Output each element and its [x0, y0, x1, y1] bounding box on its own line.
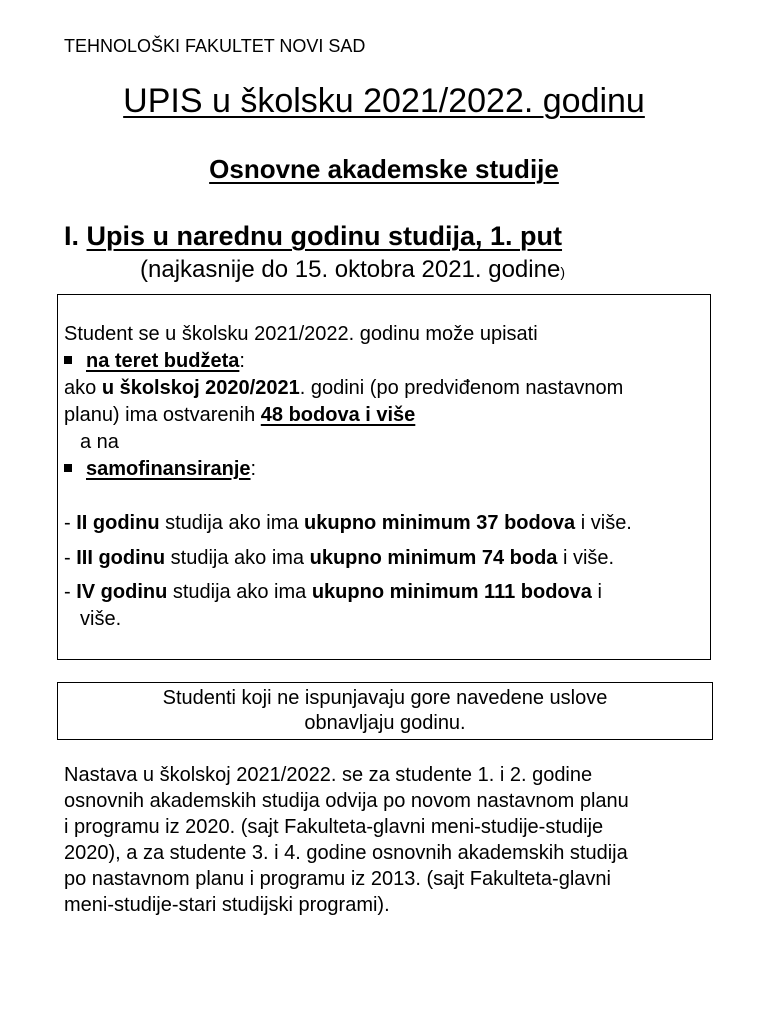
budget-item: [64, 348, 245, 375]
rule-end: i više.: [557, 547, 615, 569]
rule-end: i više.: [575, 512, 632, 534]
paragraph-line: meni-studije-stari studijski programi).: [64, 894, 390, 916]
self-financing-colon: :: [250, 458, 257, 480]
paragraph-line: Nastava u školskoj 2021/2022. se za studente 1. i 2. godine: [64, 764, 593, 786]
rule-minimum: ukupno minimum 74 boda: [309, 547, 558, 569]
conditions-intro: Student se u školsku 2021/2022. godinu može upisati: [64, 323, 538, 345]
paragraph-line: osnovnih akademskih studija odvija po novom nastavnom planu: [64, 790, 629, 812]
self-financing-label: samofinansiranje: [86, 458, 251, 480]
notice-line-2: obnavljaju godinu.: [304, 712, 466, 734]
cond-year: u školskoj 2020/2021: [101, 377, 300, 399]
budget-colon: :: [239, 350, 245, 372]
rule-end: i: [591, 581, 602, 603]
page-subtitle: [0, 154, 768, 185]
self-financing-item: [64, 456, 256, 483]
rule-mid: studija ako ima: [167, 581, 312, 603]
deadline-note: [140, 256, 565, 284]
rule-prefix: -: [64, 547, 77, 569]
notice-box: [57, 682, 713, 740]
rule-year-4-continued: više.: [80, 608, 122, 630]
rule-year-2: [64, 510, 632, 537]
rule-year-4: [64, 579, 602, 606]
rule-year: III godinu: [76, 547, 166, 569]
budget-condition-line1: [64, 375, 623, 402]
cond-text-b: . godini (po predviđenom nastavnom: [299, 377, 624, 399]
rule-year: II godinu: [76, 512, 160, 534]
paragraph-line: po nastavnom planu i programu iz 2013. (sajt Fakulteta-glavni: [64, 868, 611, 890]
section-number: I.: [64, 221, 80, 251]
budget-condition-line2: [64, 402, 415, 429]
section-heading: [64, 221, 562, 252]
paragraph-line: i programu iz 2020. (sajt Fakulteta-glavni meni-studije-studije: [64, 816, 604, 838]
bullet-icon: [64, 464, 72, 472]
budget-label: na teret budžeta: [86, 350, 240, 372]
section-heading-text: Upis u narednu godinu studija, 1. put: [86, 221, 563, 251]
page-title: [0, 82, 768, 121]
deadline-close: ): [560, 264, 565, 280]
deadline-text: (najkasnije do 15. oktobra 2021. godine: [140, 256, 561, 283]
rule-mid: studija ako ima: [159, 512, 305, 534]
cond-text-c: planu) ima ostvarenih: [64, 404, 261, 426]
page-subtitle-text: Osnovne akademske studije: [209, 154, 559, 184]
rule-year-3: [64, 545, 614, 572]
paragraph-line: 2020), a za studente 3. i 4. godine osnovnih akademskih studija: [64, 842, 628, 864]
rule-minimum: ukupno minimum 111 bodova: [311, 581, 592, 603]
page-title-text: UPIS u školsku 2021/2022. godinu: [123, 82, 645, 120]
rule-prefix: -: [64, 512, 77, 534]
cond-points: 48 bodova i više: [260, 404, 416, 426]
bullet-icon: [64, 356, 72, 364]
rule-minimum: ukupno minimum 37 bodova: [304, 512, 576, 534]
cond-text-a: ako: [64, 377, 102, 399]
institution-name: TEHNOLOŠKI FAKULTET NOVI SAD: [64, 36, 366, 56]
rule-prefix: -: [64, 581, 77, 603]
notice-line-1: Studenti koji ne ispunjavaju gore navedene uslove: [162, 687, 608, 709]
and-on-text: a na: [80, 431, 119, 453]
rule-year: IV godinu: [76, 581, 168, 603]
rule-mid: studija ako ima: [165, 547, 310, 569]
